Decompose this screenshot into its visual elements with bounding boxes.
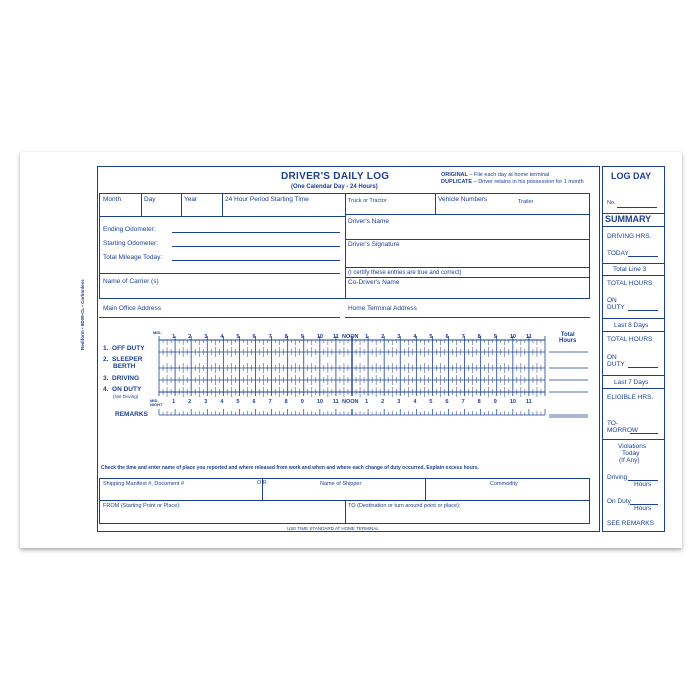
- hour-label: 5: [429, 334, 433, 340]
- morrow-label: MORROW: [607, 427, 639, 434]
- drivers-name-label: Driver's Name: [348, 218, 389, 225]
- summary-title: SUMMARY: [605, 214, 652, 224]
- or-label: O R: [257, 480, 267, 486]
- hour-label: 1: [172, 334, 176, 340]
- hour-label: 8: [477, 399, 481, 405]
- hour-label: 11: [332, 334, 339, 340]
- on-b-label: ON: [607, 354, 617, 361]
- violations-label: Violations: [618, 443, 647, 450]
- main-office-label: Main Office Address: [103, 305, 162, 312]
- hour-label: 5: [236, 334, 240, 340]
- hours1-label: Hours: [634, 481, 652, 488]
- from-label: FROM (Starting Point or Place):: [103, 503, 181, 509]
- hour-label: 8: [284, 399, 288, 405]
- commodity-label: Commodity: [490, 481, 518, 487]
- log-day-no: No.: [607, 200, 616, 206]
- hour-label: 10: [509, 399, 516, 405]
- original-note: ORIGINAL – File each day at home terminal: [441, 172, 550, 178]
- row-off-duty: 1. OFF DUTY: [103, 345, 145, 352]
- hour-label: 11: [525, 399, 532, 405]
- certify-text: (I certify these entries are true and correct): [348, 270, 462, 276]
- not-driving-label: (Not Driving): [113, 394, 139, 399]
- hour-label: 2: [188, 399, 192, 405]
- hour-label: 3: [397, 399, 401, 405]
- noon-bottom-label: NOON: [342, 399, 359, 405]
- if-any-label: (If Any): [619, 457, 640, 464]
- hour-label: 7: [268, 399, 272, 405]
- shipper-label: Name of Shipper: [320, 481, 362, 487]
- hours2-label: Hours: [634, 505, 652, 512]
- total-line-3-label: Total Line 3: [613, 266, 647, 273]
- truck-label: Truck or Tractor: [348, 198, 387, 204]
- hour-label: 5: [429, 399, 433, 405]
- hour-label: 1: [172, 399, 176, 405]
- duplicate-note: DUPLICATE – Driver retains in his possession for 1 month: [441, 179, 584, 185]
- log-subtitle: (One Calendar Day - 24 Hours): [291, 184, 378, 190]
- total-hours-label: Total Hours: [559, 332, 577, 344]
- hour-label: 4: [413, 334, 417, 340]
- hour-label: 7: [461, 334, 465, 340]
- hour-label: 9: [493, 334, 497, 340]
- instructions-text: Check the time and enter name of place you reported and where released from work and when and where each change of duty occurred. Explain excess hours.: [101, 465, 479, 471]
- hour-label: 9: [493, 399, 497, 405]
- hour-label: 7: [268, 334, 272, 340]
- hour-label: 11: [525, 334, 532, 340]
- row-driving: 3. DRIVING: [103, 375, 140, 382]
- hour-label: 6: [445, 399, 449, 405]
- home-terminal-label: Home Terminal Address: [348, 305, 417, 312]
- hour-label: 2: [188, 334, 192, 340]
- see-remarks-label: SEE REMARKS: [607, 520, 654, 527]
- hour-label: 1: [365, 334, 369, 340]
- month-label: Month: [103, 196, 122, 203]
- hour-label: 3: [204, 334, 208, 340]
- to-label-summary: TO-: [607, 420, 619, 427]
- footer-note: USE TIME STANDARD AT HOME TERMINAL: [287, 526, 379, 531]
- hour-label: 3: [397, 334, 401, 340]
- hour-label: 3: [204, 399, 208, 405]
- hour-label: 4: [220, 334, 224, 340]
- duty-b-label: DUTY: [607, 361, 625, 368]
- hour-label: 8: [477, 334, 481, 340]
- midnight-bottom-label: MID- NIGHT: [150, 398, 163, 407]
- driving-label: Driving: [607, 474, 628, 481]
- hour-label: 9: [300, 399, 304, 405]
- period-label: 24 Hour Period Starting Time: [225, 196, 309, 203]
- hour-label: 10: [316, 399, 323, 405]
- eligible-hrs-label: ELIGIBLE HRS.: [607, 394, 654, 401]
- hour-label: 9: [300, 334, 304, 340]
- side-imprint: Rediform • 8D09-CL • Carbonless: [80, 279, 85, 350]
- log-title: DRIVER'S DAILY LOG: [281, 171, 390, 182]
- last-7-days-label: Last 7 Days: [614, 379, 649, 386]
- noon-top-label: NOON: [342, 334, 359, 340]
- duty-a-label: DUTY: [607, 304, 625, 311]
- total-hours-a-label: TOTAL HOURS: [607, 280, 653, 287]
- midnight-top-label: MID-: [153, 330, 162, 335]
- today2-label: Today: [622, 450, 640, 457]
- year-label: Year: [184, 196, 198, 203]
- carrier-label: Name of Carrier (s): [103, 278, 159, 285]
- hour-label: 4: [413, 399, 417, 405]
- co-driver-label: Co-Driver's Name: [348, 279, 400, 286]
- row-on-duty: 4. ON DUTY: [103, 386, 142, 393]
- on-a-label: ON: [607, 297, 617, 304]
- hour-label: 10: [316, 334, 323, 340]
- hour-label: 1: [365, 399, 369, 405]
- last-8-days-label: Last 8 Days: [614, 322, 649, 329]
- driving-hrs-label: DRIVING HRS.: [607, 233, 652, 240]
- hour-label: 8: [284, 334, 288, 340]
- trailer-label: Trailer: [518, 199, 534, 205]
- hour-label: 2: [381, 399, 385, 405]
- today-label: TODAY: [607, 250, 629, 257]
- row-sleeper-berth: 2. SLEEPER BERTH: [103, 356, 143, 370]
- to-label: TO (Destination or turn around point or place):: [348, 503, 461, 509]
- hour-label: 5: [236, 399, 240, 405]
- hour-label: 6: [252, 334, 256, 340]
- hour-label: 7: [461, 399, 465, 405]
- log-day-title: LOG DAY: [611, 171, 652, 181]
- hour-label: 10: [509, 334, 516, 340]
- hour-label: 2: [381, 334, 385, 340]
- total-mileage-label: Total Mileage Today:: [103, 254, 163, 261]
- hour-label: 11: [332, 399, 339, 405]
- ending-odometer-label: Ending Odometer:: [103, 226, 156, 233]
- shipping-manifest-label: Shipping Manifest #, Document #: [103, 481, 185, 487]
- hour-label: 6: [252, 399, 256, 405]
- on-duty-label: On Duty: [607, 498, 631, 505]
- hour-label: 6: [445, 334, 449, 340]
- drivers-signature-label: Driver's Signature: [348, 241, 400, 248]
- vehicle-numbers-label: Vehicle Numbers: [438, 196, 488, 203]
- day-label: Day: [144, 196, 156, 203]
- hour-label: 4: [220, 399, 224, 405]
- total-hours-b-label: TOTAL HOURS: [607, 336, 653, 343]
- starting-odometer-label: Starting Odometer:: [103, 240, 158, 247]
- remarks-label: REMARKS: [115, 411, 148, 418]
